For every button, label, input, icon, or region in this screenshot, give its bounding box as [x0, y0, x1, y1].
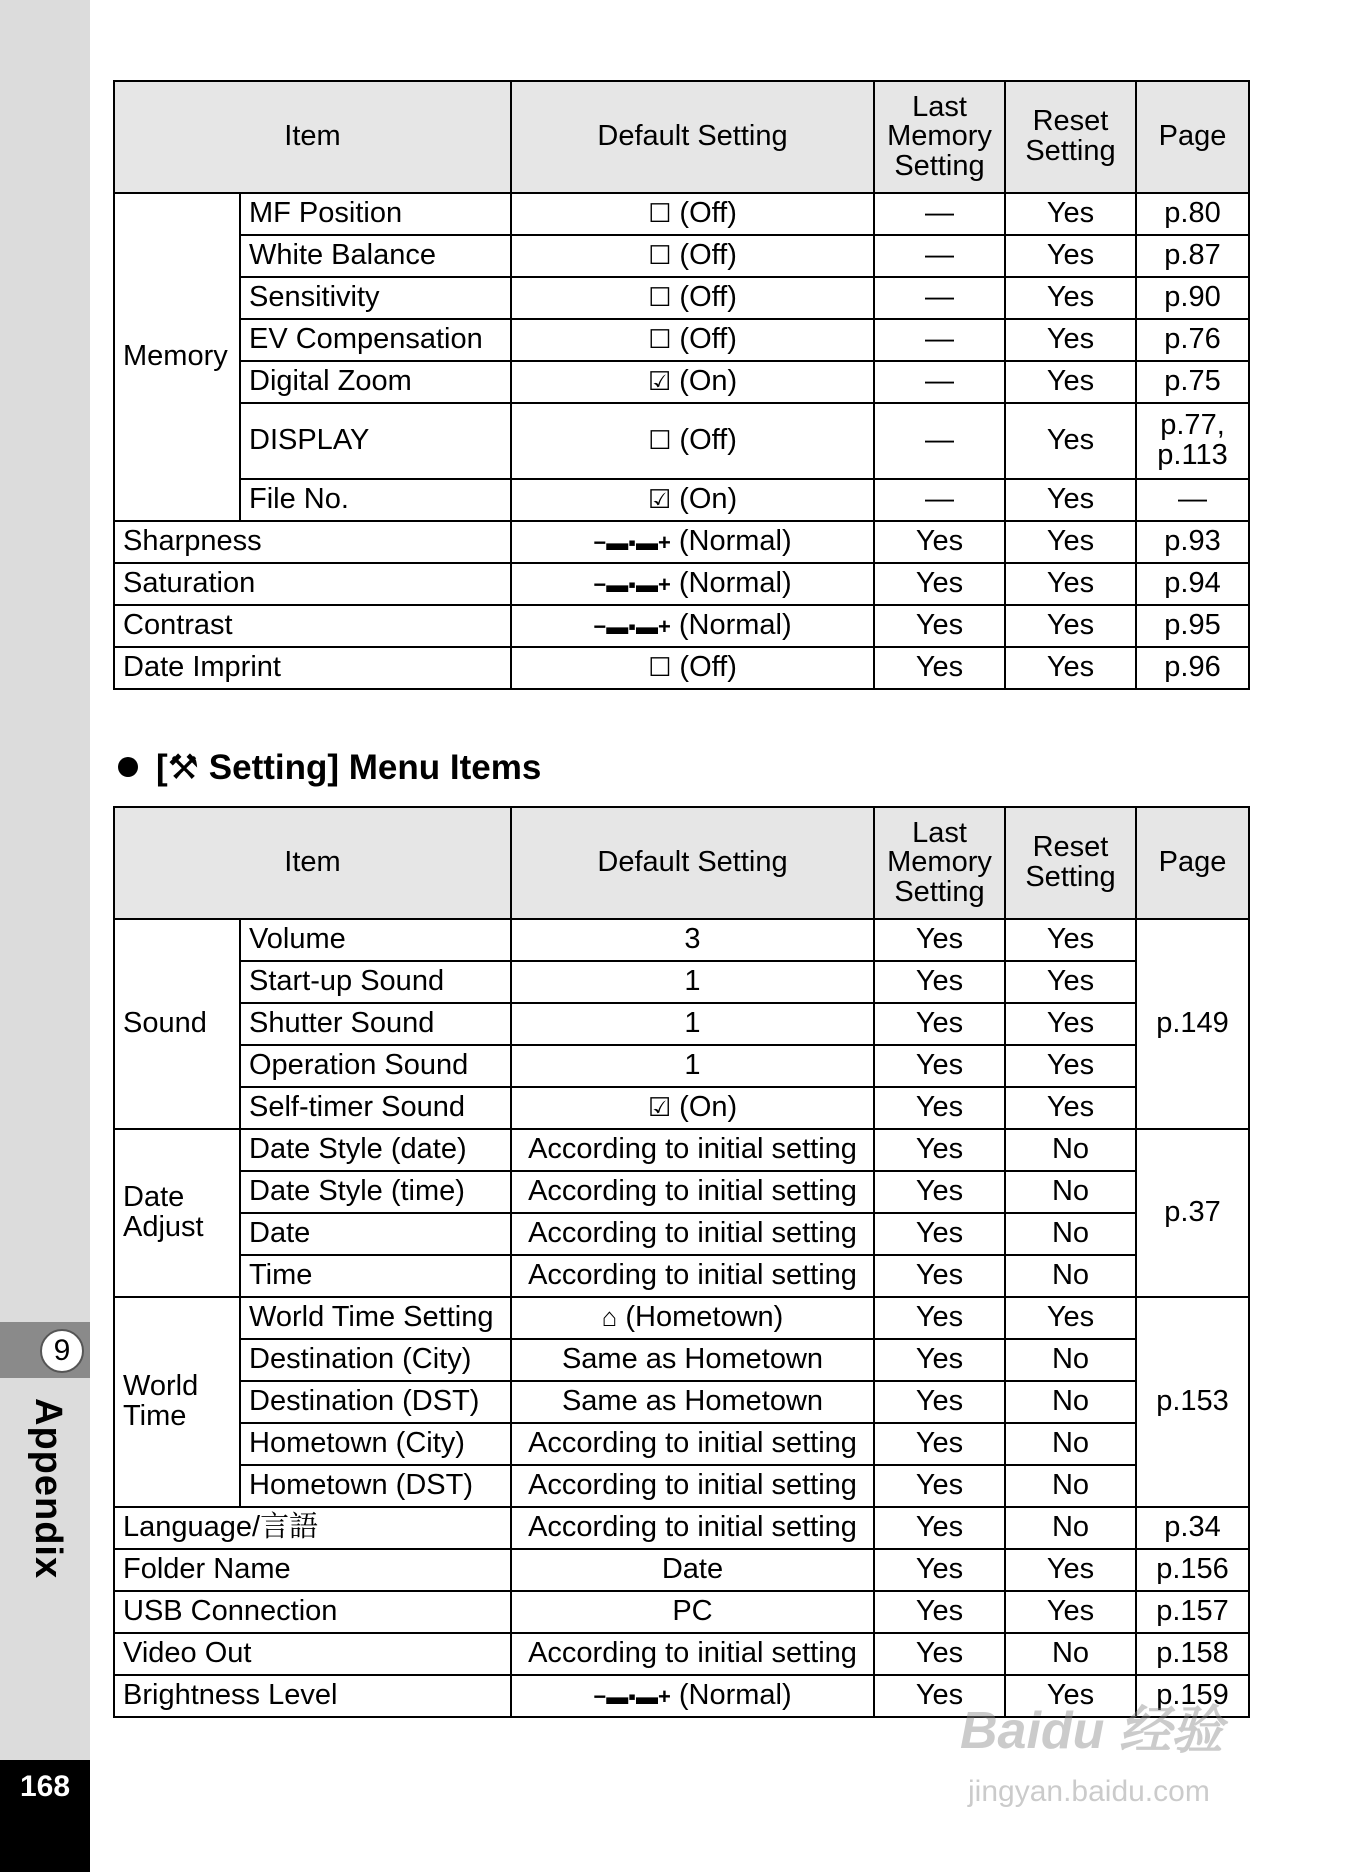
- item-cell: Volume: [240, 919, 511, 961]
- page-cell: p.94: [1136, 563, 1249, 605]
- last-memory-cell: Yes: [874, 1213, 1005, 1255]
- header-item: Item: [114, 81, 511, 193]
- page-cell: p.37: [1136, 1129, 1249, 1297]
- reset-cell: Yes: [1005, 277, 1136, 319]
- table-row: [114, 521, 1249, 563]
- table-row: [114, 1045, 1249, 1087]
- setting-icon: −▬▪▬+: [593, 614, 671, 640]
- item-cell: Destination (City): [240, 1339, 511, 1381]
- item-cell: Self-timer Sound: [240, 1087, 511, 1129]
- table-row: [114, 1339, 1249, 1381]
- default-setting-cell: According to initial setting: [511, 1507, 874, 1549]
- table-row: [114, 403, 1249, 479]
- last-memory-cell: Yes: [874, 1297, 1005, 1339]
- default-setting-cell: −▬▪▬+ (Normal): [511, 1675, 874, 1717]
- default-setting-cell: According to initial setting: [511, 1129, 874, 1171]
- default-setting-cell: Same as Hometown: [511, 1339, 874, 1381]
- setting-icon: ☐: [648, 324, 672, 355]
- default-setting-cell: ☑ (On): [511, 479, 874, 521]
- setting-icon: ☐: [648, 282, 672, 313]
- last-memory-cell: Yes: [874, 521, 1005, 563]
- reset-cell: No: [1005, 1507, 1136, 1549]
- last-memory-cell: Yes: [874, 1255, 1005, 1297]
- item-cell: Video Out: [114, 1633, 511, 1675]
- setting-icon: −▬▪▬+: [593, 530, 671, 556]
- default-setting-cell: ☐ (Off): [511, 647, 874, 689]
- item-cell: DISPLAY: [240, 403, 511, 479]
- reset-cell: Yes: [1005, 361, 1136, 403]
- reset-cell: No: [1005, 1129, 1136, 1171]
- last-memory-cell: Yes: [874, 1381, 1005, 1423]
- item-cell: Shutter Sound: [240, 1003, 511, 1045]
- table-row: [114, 319, 1249, 361]
- page-cell: p.153: [1136, 1297, 1249, 1507]
- setting-icon: ☐: [648, 425, 672, 456]
- table-row: [114, 1255, 1249, 1297]
- last-memory-cell: Yes: [874, 1423, 1005, 1465]
- page-cell: p.96: [1136, 647, 1249, 689]
- bullet-icon: [118, 757, 138, 777]
- memory-settings-table: [113, 80, 1250, 690]
- header-reset: Reset Setting: [1005, 807, 1136, 919]
- default-setting-cell: 1: [511, 1003, 874, 1045]
- item-cell: Date Imprint: [114, 647, 511, 689]
- page-cell: p.90: [1136, 277, 1249, 319]
- default-setting-cell: According to initial setting: [511, 1465, 874, 1507]
- table-row: [114, 479, 1249, 521]
- default-setting-cell: ☑ (On): [511, 361, 874, 403]
- section-heading: [⚒ Setting] Menu Items: [118, 748, 541, 788]
- reset-cell: Yes: [1005, 403, 1136, 479]
- reset-cell: Yes: [1005, 479, 1136, 521]
- default-setting-cell: 3: [511, 919, 874, 961]
- default-setting-cell: According to initial setting: [511, 1171, 874, 1213]
- default-setting-cell: According to initial setting: [511, 1213, 874, 1255]
- reset-cell: Yes: [1005, 1297, 1136, 1339]
- page-cell: p.157: [1136, 1591, 1249, 1633]
- side-strip: [0, 0, 90, 1872]
- page-cell: —: [1136, 479, 1249, 521]
- reset-cell: No: [1005, 1465, 1136, 1507]
- reset-cell: No: [1005, 1213, 1136, 1255]
- table-row: [114, 1003, 1249, 1045]
- table-row: [114, 563, 1249, 605]
- item-cell: Operation Sound: [240, 1045, 511, 1087]
- group-cell: Memory: [114, 193, 240, 521]
- default-setting-cell: 1: [511, 961, 874, 1003]
- default-setting-cell: −▬▪▬+ (Normal): [511, 563, 874, 605]
- header-reset: Reset Setting: [1005, 81, 1136, 193]
- last-memory-cell: Yes: [874, 961, 1005, 1003]
- last-memory-cell: —: [874, 319, 1005, 361]
- header-item: Item: [114, 807, 511, 919]
- page-cell: p.77, p.113: [1136, 403, 1249, 479]
- table-row: [114, 1129, 1249, 1171]
- last-memory-cell: —: [874, 479, 1005, 521]
- reset-cell: Yes: [1005, 319, 1136, 361]
- default-setting-cell: Date: [511, 1549, 874, 1591]
- reset-cell: Yes: [1005, 235, 1136, 277]
- last-memory-cell: Yes: [874, 1129, 1005, 1171]
- setting-icon: ☐: [648, 198, 672, 229]
- table-row: [114, 277, 1249, 319]
- reset-cell: No: [1005, 1633, 1136, 1675]
- reset-cell: Yes: [1005, 193, 1136, 235]
- reset-cell: Yes: [1005, 605, 1136, 647]
- default-setting-cell: According to initial setting: [511, 1423, 874, 1465]
- last-memory-cell: Yes: [874, 1339, 1005, 1381]
- item-cell: Language/言語: [114, 1507, 511, 1549]
- last-memory-cell: Yes: [874, 563, 1005, 605]
- last-memory-cell: Yes: [874, 605, 1005, 647]
- header-last-memory: Last Memory Setting: [874, 81, 1005, 193]
- setting-icon: −▬▪▬+: [593, 1684, 671, 1710]
- setting-icon: ☑: [647, 484, 672, 515]
- default-setting-cell: −▬▪▬+ (Normal): [511, 605, 874, 647]
- default-setting-cell: ☐ (Off): [511, 403, 874, 479]
- item-cell: Hometown (City): [240, 1423, 511, 1465]
- last-memory-cell: Yes: [874, 1549, 1005, 1591]
- last-memory-cell: Yes: [874, 1087, 1005, 1129]
- page-cell: p.34: [1136, 1507, 1249, 1549]
- header-page: Page: [1136, 81, 1249, 193]
- table-row: [114, 1087, 1249, 1129]
- item-cell: Sharpness: [114, 521, 511, 563]
- item-cell: Start-up Sound: [240, 961, 511, 1003]
- setting-icon: ☑: [647, 366, 672, 397]
- reset-cell: Yes: [1005, 961, 1136, 1003]
- last-memory-cell: Yes: [874, 1591, 1005, 1633]
- setting-icon: ☐: [648, 652, 672, 683]
- setting-icon: −▬▪▬+: [593, 572, 671, 598]
- reset-cell: Yes: [1005, 1045, 1136, 1087]
- default-setting-cell: Same as Hometown: [511, 1381, 874, 1423]
- reset-cell: No: [1005, 1381, 1136, 1423]
- item-cell: Date Style (time): [240, 1171, 511, 1213]
- reset-cell: Yes: [1005, 1087, 1136, 1129]
- last-memory-cell: Yes: [874, 1045, 1005, 1087]
- page-cell: p.158: [1136, 1633, 1249, 1675]
- table-row: [114, 235, 1249, 277]
- last-memory-cell: —: [874, 361, 1005, 403]
- table-row: [114, 1465, 1249, 1507]
- item-cell: USB Connection: [114, 1591, 511, 1633]
- table-row: [114, 1549, 1249, 1591]
- item-cell: File No.: [240, 479, 511, 521]
- reset-cell: Yes: [1005, 647, 1136, 689]
- reset-cell: Yes: [1005, 521, 1136, 563]
- page-cell: p.95: [1136, 605, 1249, 647]
- reset-cell: Yes: [1005, 1549, 1136, 1591]
- setting-menu-table: [113, 806, 1250, 1718]
- last-memory-cell: Yes: [874, 1507, 1005, 1549]
- item-cell: Folder Name: [114, 1549, 511, 1591]
- table-row: [114, 919, 1249, 961]
- last-memory-cell: —: [874, 193, 1005, 235]
- last-memory-cell: Yes: [874, 1633, 1005, 1675]
- default-setting-cell: −▬▪▬+ (Normal): [511, 521, 874, 563]
- last-memory-cell: —: [874, 403, 1005, 479]
- item-cell: MF Position: [240, 193, 511, 235]
- default-setting-cell: ☐ (Off): [511, 319, 874, 361]
- reset-cell: No: [1005, 1339, 1136, 1381]
- group-cell: Date Adjust: [114, 1129, 240, 1297]
- page-cell: p.87: [1136, 235, 1249, 277]
- baidu-watermark: Baidu 经验: [960, 1702, 1223, 1760]
- reset-cell: Yes: [1005, 1591, 1136, 1633]
- chapter-number: 9: [40, 1329, 84, 1373]
- item-cell: Digital Zoom: [240, 361, 511, 403]
- last-memory-cell: Yes: [874, 1171, 1005, 1213]
- reset-cell: Yes: [1005, 563, 1136, 605]
- last-memory-cell: Yes: [874, 1003, 1005, 1045]
- table-row: [114, 1213, 1249, 1255]
- table-row: [114, 1591, 1249, 1633]
- default-setting-cell: ☑ (On): [511, 1087, 874, 1129]
- default-setting-cell: ⌂ (Hometown): [511, 1297, 874, 1339]
- table-row: [114, 1423, 1249, 1465]
- page-cell: p.76: [1136, 319, 1249, 361]
- table-row: [114, 361, 1249, 403]
- page-cell: p.149: [1136, 919, 1249, 1129]
- header-page: Page: [1136, 807, 1249, 919]
- default-setting-cell: ☐ (Off): [511, 193, 874, 235]
- default-setting-cell: PC: [511, 1591, 874, 1633]
- wrench-icon: ⚒: [167, 748, 200, 787]
- header-last-memory: Last Memory Setting: [874, 807, 1005, 919]
- last-memory-cell: Yes: [874, 1465, 1005, 1507]
- item-cell: Date: [240, 1213, 511, 1255]
- page-cell: p.156: [1136, 1549, 1249, 1591]
- table-row: [114, 193, 1249, 235]
- page-cell: p.93: [1136, 521, 1249, 563]
- item-cell: Destination (DST): [240, 1381, 511, 1423]
- item-cell: Brightness Level: [114, 1675, 511, 1717]
- item-cell: Contrast: [114, 605, 511, 647]
- setting-icon: ☐: [648, 240, 672, 271]
- table-row: [114, 1633, 1249, 1675]
- last-memory-cell: Yes: [874, 919, 1005, 961]
- reset-cell: Yes: [1005, 1003, 1136, 1045]
- header-default: Default Setting: [511, 81, 874, 193]
- default-setting-cell: 1: [511, 1045, 874, 1087]
- table-row: [114, 1297, 1249, 1339]
- item-cell: White Balance: [240, 235, 511, 277]
- item-cell: Date Style (date): [240, 1129, 511, 1171]
- table-row: [114, 961, 1249, 1003]
- reset-cell: No: [1005, 1255, 1136, 1297]
- reset-cell: Yes: [1005, 1675, 1136, 1717]
- last-memory-cell: Yes: [874, 1675, 1005, 1717]
- item-cell: World Time Setting: [240, 1297, 511, 1339]
- default-setting-cell: ☐ (Off): [511, 277, 874, 319]
- item-cell: Time: [240, 1255, 511, 1297]
- item-cell: Saturation: [114, 563, 511, 605]
- item-cell: Sensitivity: [240, 277, 511, 319]
- header-default: Default Setting: [511, 807, 874, 919]
- setting-icon: ⌂: [601, 1302, 618, 1333]
- item-cell: Hometown (DST): [240, 1465, 511, 1507]
- last-memory-cell: —: [874, 235, 1005, 277]
- last-memory-cell: —: [874, 277, 1005, 319]
- last-memory-cell: Yes: [874, 647, 1005, 689]
- item-cell: EV Compensation: [240, 319, 511, 361]
- table-row: [114, 605, 1249, 647]
- table-row: [114, 1381, 1249, 1423]
- group-cell: Sound: [114, 919, 240, 1129]
- page-cell: p.80: [1136, 193, 1249, 235]
- page-cell: p.159: [1136, 1675, 1249, 1717]
- group-cell: World Time: [114, 1297, 240, 1507]
- table-row: [114, 1171, 1249, 1213]
- reset-cell: No: [1005, 1171, 1136, 1213]
- default-setting-cell: ☐ (Off): [511, 235, 874, 277]
- chapter-label: Appendix: [27, 1398, 69, 1580]
- default-setting-cell: According to initial setting: [511, 1255, 874, 1297]
- default-setting-cell: According to initial setting: [511, 1633, 874, 1675]
- table-row: [114, 1507, 1249, 1549]
- setting-icon: ☑: [647, 1092, 672, 1123]
- page-number: 168: [19, 1770, 71, 1803]
- table-row: [114, 647, 1249, 689]
- baidu-watermark-url: jingyan.baidu.com: [968, 1775, 1210, 1808]
- reset-cell: No: [1005, 1423, 1136, 1465]
- page-cell: p.75: [1136, 361, 1249, 403]
- reset-cell: Yes: [1005, 919, 1136, 961]
